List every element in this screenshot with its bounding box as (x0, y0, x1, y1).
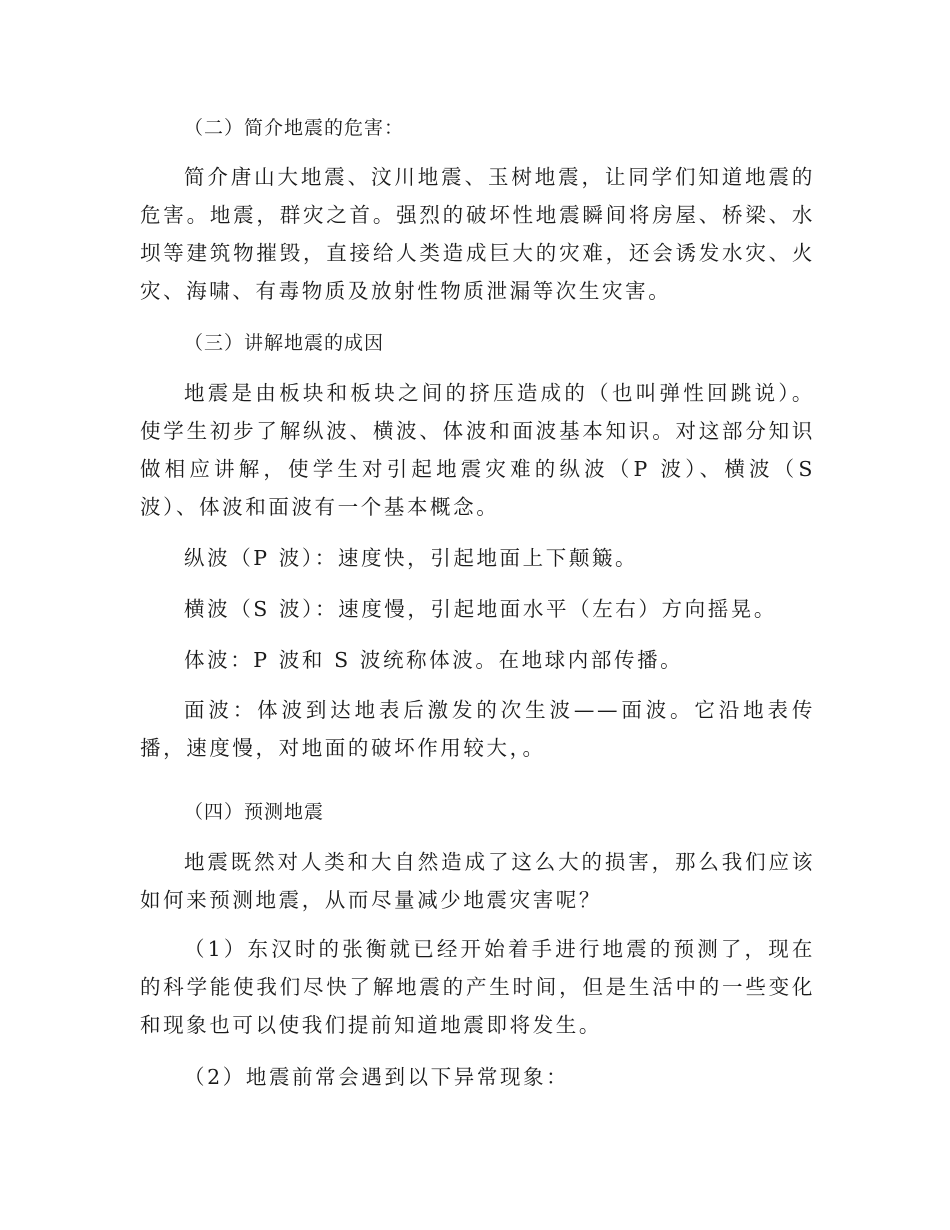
paragraph-surface-wave: 面波：体波到达地表后激发的次生波——面波。它沿地表传播，速度慢，对地面的破坏作用较大，。 (140, 698, 815, 760)
paragraph-prediction-intro: 地震既然对人类和大自然造成了这么大的损害，那么我们应该如何来预测地震，从而尽量减少地震灾害呢？ (140, 850, 815, 912)
paragraph-causes: 地震是由板块和板块之间的挤压造成的（也叫弹性回跳说）。使学生初步了解纵波、横波、体波和面波基本知识。对这部分知识做相应讲解，使学生对引起地震灾难的纵波（P 波）、横波（S 波）、体波和面波有一个基本概念。 (140, 381, 815, 519)
paragraph-body-wave: 体波：P 波和 S 波统称体波。在地球内部传播。 (184, 648, 684, 672)
paragraph-prediction-1: （1）东汉时的张衡就已经开始着手进行地震的预测了，现在的科学能使我们尽快了解地震的产生时间，但是生活中的一些变化和现象也可以使我们提前知道地震即将发生。 (140, 937, 815, 1037)
paragraph-s-wave: 横波（S 波）：速度慢，引起地面水平（左右）方向摇晃。 (184, 597, 778, 621)
section-heading-prediction: （四）预测地震 (184, 801, 325, 823)
paragraph-hazards: 简介唐山大地震、汶川地震、玉树地震，让同学们知道地震的危害。地震，群灾之首。强烈的破坏性地震瞬间将房屋、桥梁、水坝等建筑物摧毁，直接给人类造成巨大的灾难，还会诱发水灾、火灾、海啸、有毒物质及放射性物质泄漏等次生灾害。 (140, 165, 815, 303)
paragraph-prediction-2: （2）地震前常会遇到以下异常现象： (184, 1065, 570, 1089)
paragraph-p-wave: 纵波（P 波）：速度快，引起地面上下颠簸。 (184, 546, 639, 570)
section-heading-causes: （三）讲解地震的成因 (184, 332, 385, 354)
section-heading-hazards: （二）简介地震的危害： (184, 117, 405, 139)
